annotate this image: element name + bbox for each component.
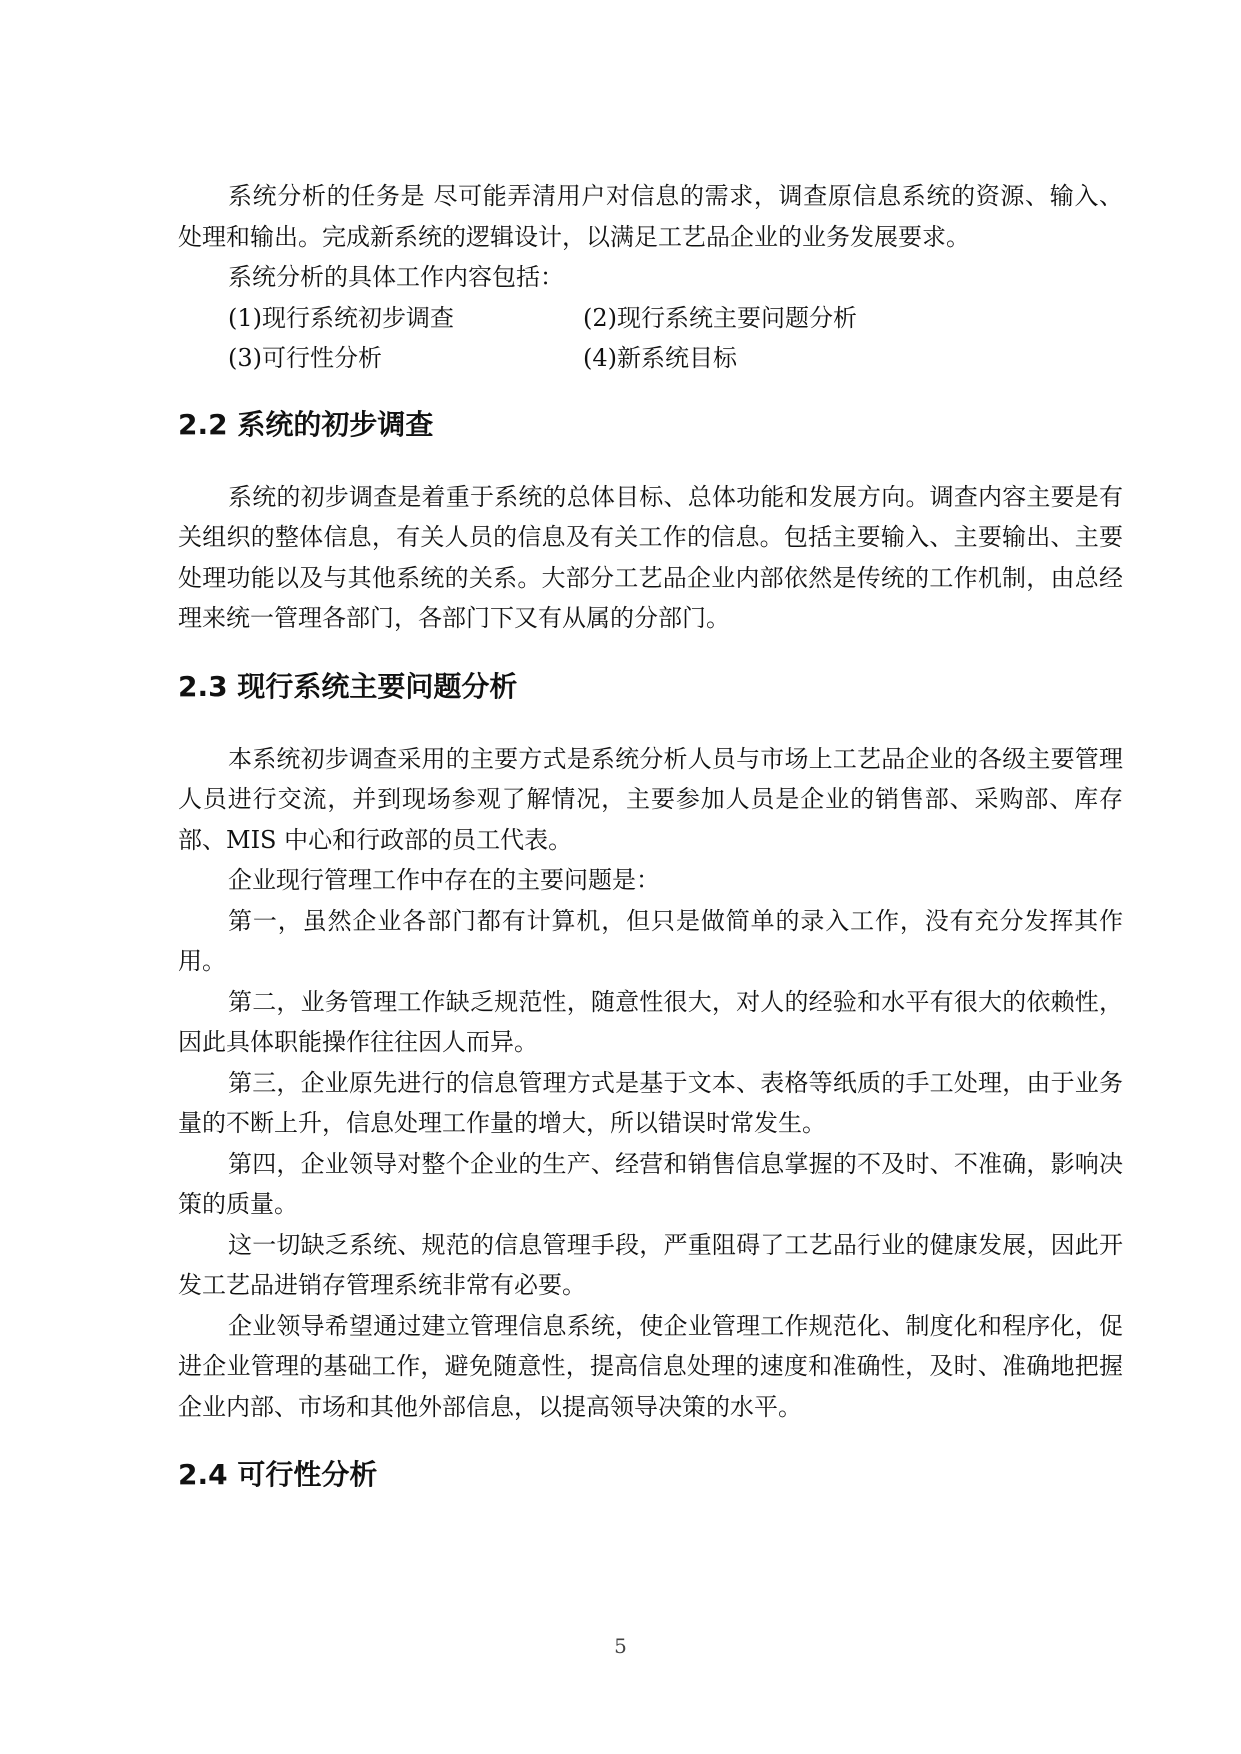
- section-heading-2-4: 2.4 可行性分析: [178, 1458, 378, 1491]
- section-2-2-paragraph-1: 系统的初步调查是着重于系统的总体目标、总体功能和发展方向。调查内容主要是有关组织的整体信息，有关人员的信息及有关工作的信息。包括主要输入、主要输出、主要处理功能以及与其他系统的关系。大部分工艺品企业内部依然是传统的工作机制，由总经理来统一管理各部门，各部门下又有从属的分部门。: [178, 482, 1123, 632]
- work-content-list-row-2: [178, 338, 1123, 379]
- page-number: 5: [614, 1634, 627, 1658]
- section-heading-2-3: 2.3 现行系统主要问题分析: [178, 669, 518, 703]
- section-heading-2-2: 2.2 系统的初步调查: [178, 407, 434, 441]
- section-2-3-paragraph-4: 第二，业务管理工作缺乏规范性，随意性很大，对人的经验和水平有很大的依赖性，因此具体职能操作往往因人而异。: [178, 987, 1123, 1056]
- list-item: (4)新系统目标: [583, 344, 737, 372]
- intro-paragraph-2: 系统分析的具体工作内容包括：: [228, 263, 564, 291]
- list-item: (3)可行性分析: [228, 344, 382, 372]
- list-item: (2)现行系统主要问题分析: [583, 303, 857, 332]
- intro-paragraph-1: 系统分析的任务是 尽可能弄清用户对信息的需求，调查原信息系统的资源、输入、处理和输出。完成新系统的逻辑设计，以满足工艺品企业的业务发展要求。: [178, 182, 1123, 251]
- document-page: [178, 176, 1123, 1495]
- section-2-3-paragraph-5: 第三，企业原先进行的信息管理方式是基于文本、表格等纸质的手工处理，由于业务量的不断上升，信息处理工作量的增大，所以错误时常发生。: [178, 1068, 1123, 1137]
- section-2-3-paragraph-7: 这一切缺乏系统、规范的信息管理手段，严重阻碍了工艺品行业的健康发展，因此开发工艺品进销存管理系统非常有必要。: [178, 1230, 1123, 1299]
- section-2-3-paragraph-3: 第一，虽然企业各部门都有计算机，但只是做简单的录入工作，没有充分发挥其作用。: [178, 906, 1123, 975]
- work-content-list-row-1: [178, 298, 1123, 339]
- section-2-3-paragraph-2: 企业现行管理工作中存在的主要问题是：: [228, 866, 660, 894]
- section-2-3-paragraph-6: 第四，企业领导对整个企业的生产、经营和销售信息掌握的不及时、不准确，影响决策的质量。: [178, 1149, 1123, 1218]
- list-item: (1)现行系统初步调查: [228, 303, 454, 332]
- section-2-3-paragraph-8: 企业领导希望通过建立管理信息系统，使企业管理工作规范化、制度化和程序化，促进企业管理的基础工作，避免随意性，提高信息处理的速度和准确性，及时、准确地把握企业内部、市场和其他外部信息，以提高领导决策的水平。: [178, 1311, 1123, 1421]
- section-2-3-paragraph-1: 本系统初步调查采用的主要方式是系统分析人员与市场上工艺品企业的各级主要管理人员进行交流，并到现场参观了解情况，主要参加人员是企业的销售部、采购部、库存部、MIS 中心和行政部的员工代表。: [178, 744, 1123, 854]
